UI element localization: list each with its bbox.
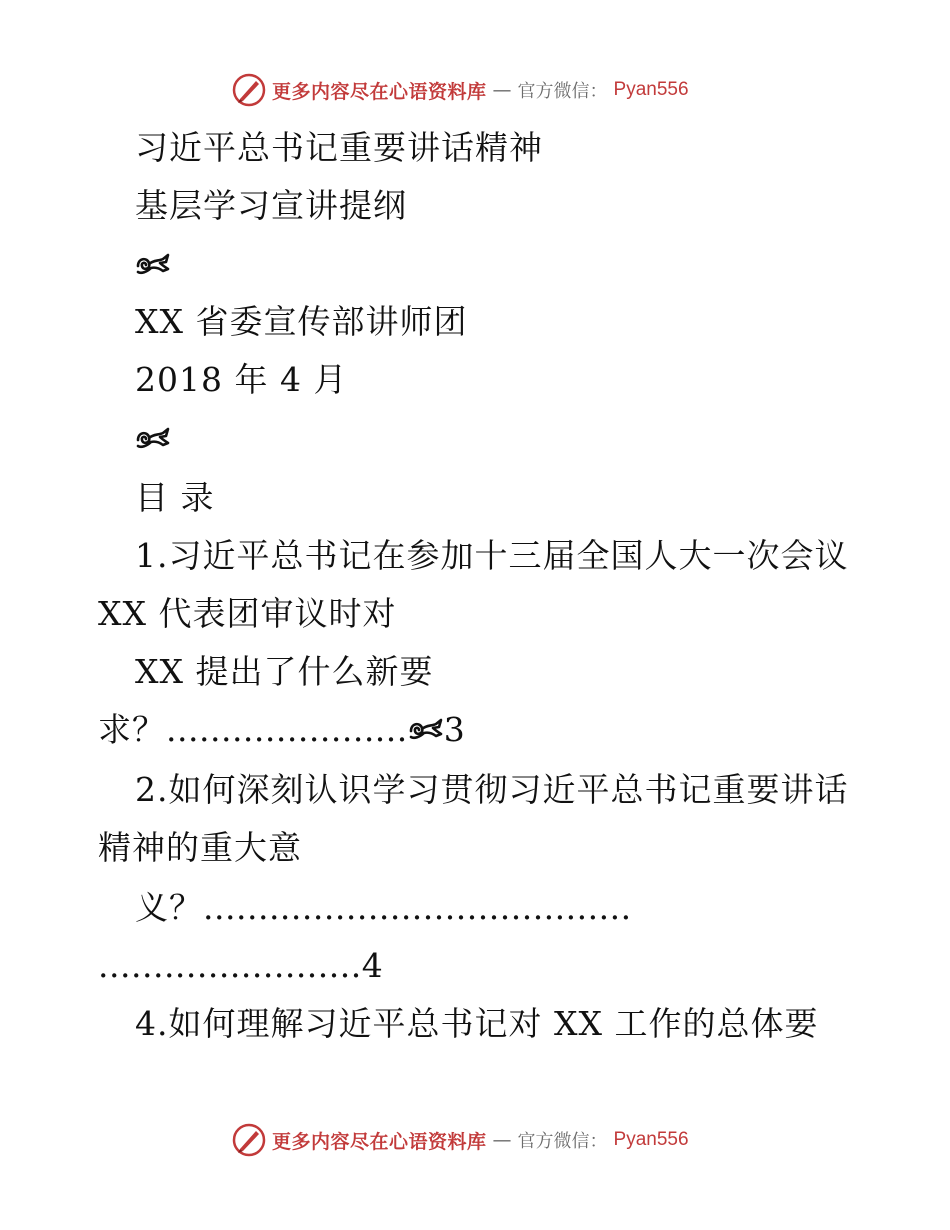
toc-item-2-text: 义？ <box>135 888 203 927</box>
toc-item-1-text: 求？ <box>98 710 166 749</box>
toc-item-2-line2: 精神的重大意 <box>98 828 302 867</box>
toc-item-2-line3 <box>135 888 632 928</box>
document-author: XX 省委宣传部讲师团 <box>135 302 468 341</box>
quill-pen-seal-icon <box>232 73 266 107</box>
watermark-wechat-id: Pyan556 <box>613 79 689 100</box>
toc-leader-dots: ....................................... <box>203 888 632 927</box>
toc-item-1-line3: XX 提出了什么新要 <box>135 652 434 691</box>
watermark-wechat-id: Pyan556 <box>613 1129 689 1150</box>
toc-leader-dots: ........................ <box>98 946 362 985</box>
toc-item-1-line1: 1.习近平总书记在参加十三届全国人大一次会议 <box>135 536 849 575</box>
quill-pen-seal-icon <box>232 1123 266 1157</box>
document-title-line1: 习近平总书记重要讲话精神 <box>135 128 543 167</box>
toc-item-1-line4 <box>98 710 466 750</box>
watermark-separator: — <box>492 79 512 101</box>
document-date: 2018 年 4 月 <box>135 360 348 399</box>
watermark-wechat-label: 官方微信： <box>517 1131 608 1152</box>
toc-leader-dots: ...................... <box>166 710 408 749</box>
toc-heading: 目 录 <box>135 478 215 517</box>
toc-item-1-line2: XX 代表团审议时对 <box>98 594 397 633</box>
watermark-separator: — <box>492 1129 512 1151</box>
toc-item-1-page: 3 <box>443 710 466 749</box>
watermark-banner-top <box>232 70 689 110</box>
toc-item-2-page: 4 <box>361 946 384 985</box>
watermark-text: 更多内容尽在心语资料库 <box>272 80 487 103</box>
toc-item-3-line1: 4.如何理解习近平总书记对 XX 工作的总体要 <box>135 1004 819 1043</box>
toc-item-2-line4 <box>98 946 384 986</box>
watermark-wechat-label: 官方微信： <box>517 81 608 102</box>
fleuron-ornament-icon <box>135 252 171 278</box>
document-title-line2: 基层学习宣讲提纲 <box>135 186 407 225</box>
fleuron-ornament-icon <box>135 426 171 452</box>
watermark-text: 更多内容尽在心语资料库 <box>272 1130 487 1153</box>
watermark-banner-bottom <box>232 1120 689 1160</box>
fleuron-ornament-icon <box>408 717 444 743</box>
toc-item-2-line1: 2.如何深刻认识学习贯彻习近平总书记重要讲话 <box>135 770 849 809</box>
